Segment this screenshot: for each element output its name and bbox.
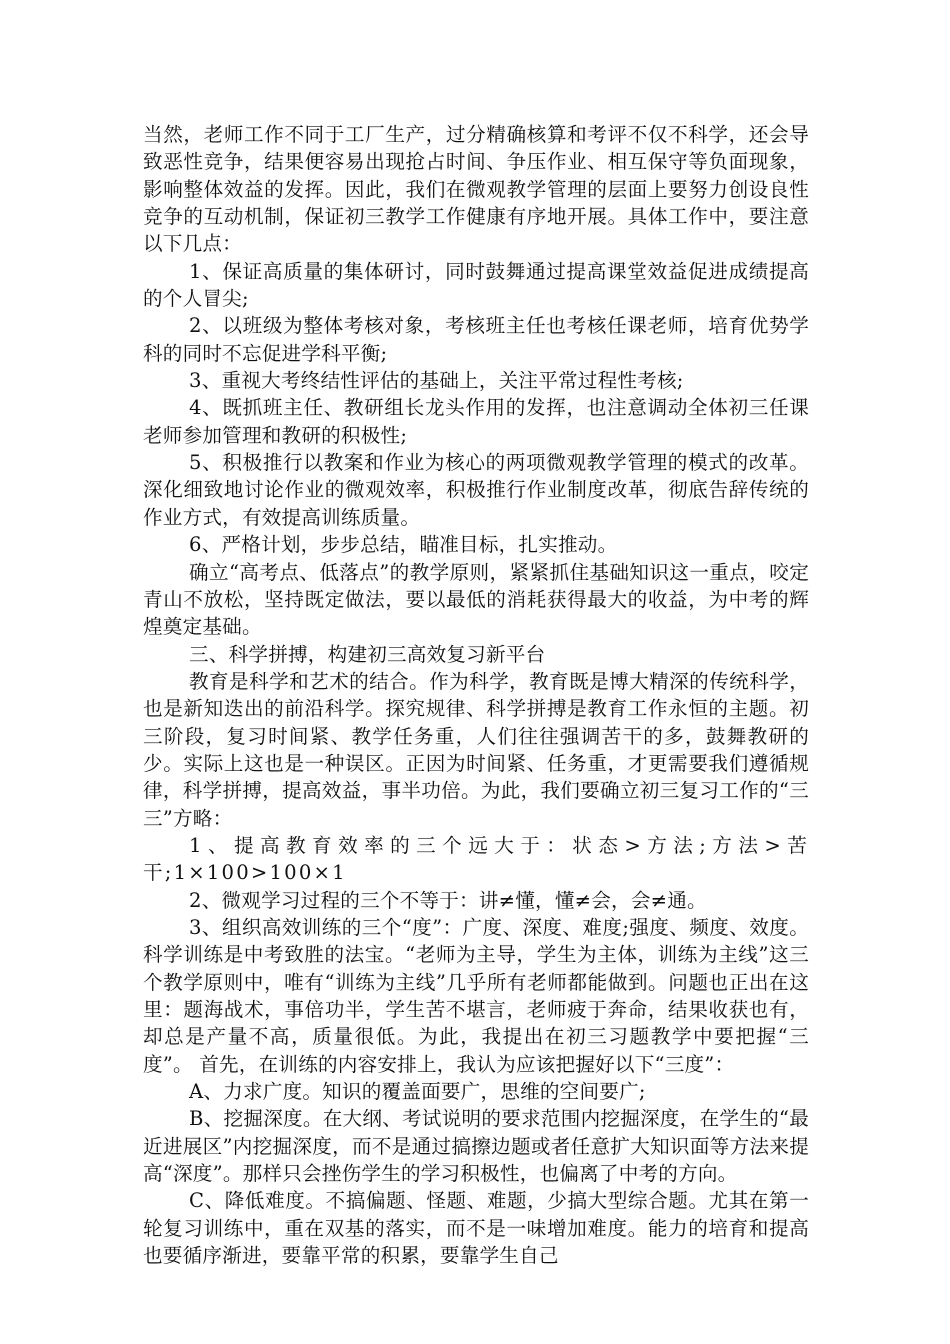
paragraph-point-1: 1、保证高质量的集体研讨，同时鼓舞通过提高课堂效益促进成绩提高的个人冒尖; <box>143 259 809 311</box>
paragraph-point-3: 3、重视大考终结性评估的基础上，关注平常过程性考核; <box>189 369 684 393</box>
paragraph-breadth: A、力求广度。知识的覆盖面要广，思维的空间要广; <box>189 1080 646 1104</box>
paragraph-depth: B、挖掘深度。在大纲、考试说明的要求范围内挖掘深度，在学生的“最近进展区”内挖掘深度，而不是通过搞擦边题或者任意扩大知识面等方法来提高“深度”。那样只会挫伤学生的学习积极性，也偏离了中考的方向。 <box>143 1107 809 1186</box>
paragraph-education: 教育是科学和艺术的结合。作为科学，教育既是博大精深的传统科学，也是新知迭出的前沿科学。探究规律、科学拼搏是教育工作永恒的主题。初三阶段，复习时间紧、教学任务重，人们往往强调苦干的多，鼓舞教研的少。实际上这也是一种误区。正因为时间紧、任务重，才更需要我们遵循规律，科学拼搏，提高效益，事半功倍。为此，我们要确立初三复习工作的“三三”方略： <box>143 669 809 830</box>
document-page <box>143 121 809 1269</box>
paragraph-point-6: 6、严格计划，步步总结，瞄准目标，扎实推动。 <box>189 533 618 557</box>
paragraph-principle: 确立“高考点、低落点”的教学原则，紧紧抓住基础知识这一重点，咬定青山不放松，坚持既定做法，要以最低的消耗获得最大的收益，为中考的辉煌奠定基础。 <box>143 560 809 639</box>
paragraph-strategy-3: 3、组织高效训练的三个“度”：广度、深度、难度;强度、频度、效度。 科学训练是中考致胜的法宝。“老师为主导，学生为主体，训练为主线”这三个教学原则中，唯有“训练为主线”几乎所有老师都能做到。问题也正出在这里：题海战术，事倍功半，学生苦不堪言，老师疲于奔命，结果收获也有，却总是产量不高，质量很低。为此，我提出在初三习题教学中要把握“三度”。 首先，在训练的内容安排上，我认为应该把握好以下“三度”： <box>143 915 809 1076</box>
paragraph-point-5: 5、积极推行以教案和作业为核心的两项微观教学管理的模式的改革。深化细致地讨论作业的微观效率，积极推行作业制度改革，彻底告辞传统的作业方式，有效提高训练质量。 <box>143 451 809 529</box>
section-heading-3: 三、科学拼搏，构建初三高效复习新平台 <box>189 642 546 666</box>
paragraph-intro: 当然，老师工作不同于工厂生产，过分精确核算和考评不仅不科学，还会导致恶性竞争，结果便容易出现抢占时间、争压作业、相互保守等负面现象，影响整体效益的发挥。因此，我们在微观教学管理的层面上要努力创设良性竞争的互动机制，保证初三教学工作健康有序地开展。具体工作中，要注意以下几点： <box>143 123 809 256</box>
paragraph-point-2: 2、以班级为整体考核对象，考核班主任也考核任课老师，培育优势学科的同时不忘促进学科平衡; <box>143 314 809 365</box>
paragraph-point-4: 4、既抓班主任、教研组长龙头作用的发挥，也注意调动全体初三任课老师参加管理和教研的积极性; <box>143 396 809 447</box>
paragraph-strategy-2: 2、微观学习过程的三个不等于：讲≠懂，懂≠会，会≠通。 <box>189 888 707 912</box>
paragraph-strategy-1: 1、提高教育效率的三个远大于：状态>方法;方法>苦干;1×100>100×1 <box>143 833 809 885</box>
paragraph-difficulty: C、降低难度。不搞偏题、怪题、难题，少搞大型综合题。尤其在第一轮复习训练中，重在双基的落实，而不是一味增加难度。能力的培育和提高也要循序渐进，要靠平常的积累，要靠学生自己 <box>143 1189 809 1268</box>
